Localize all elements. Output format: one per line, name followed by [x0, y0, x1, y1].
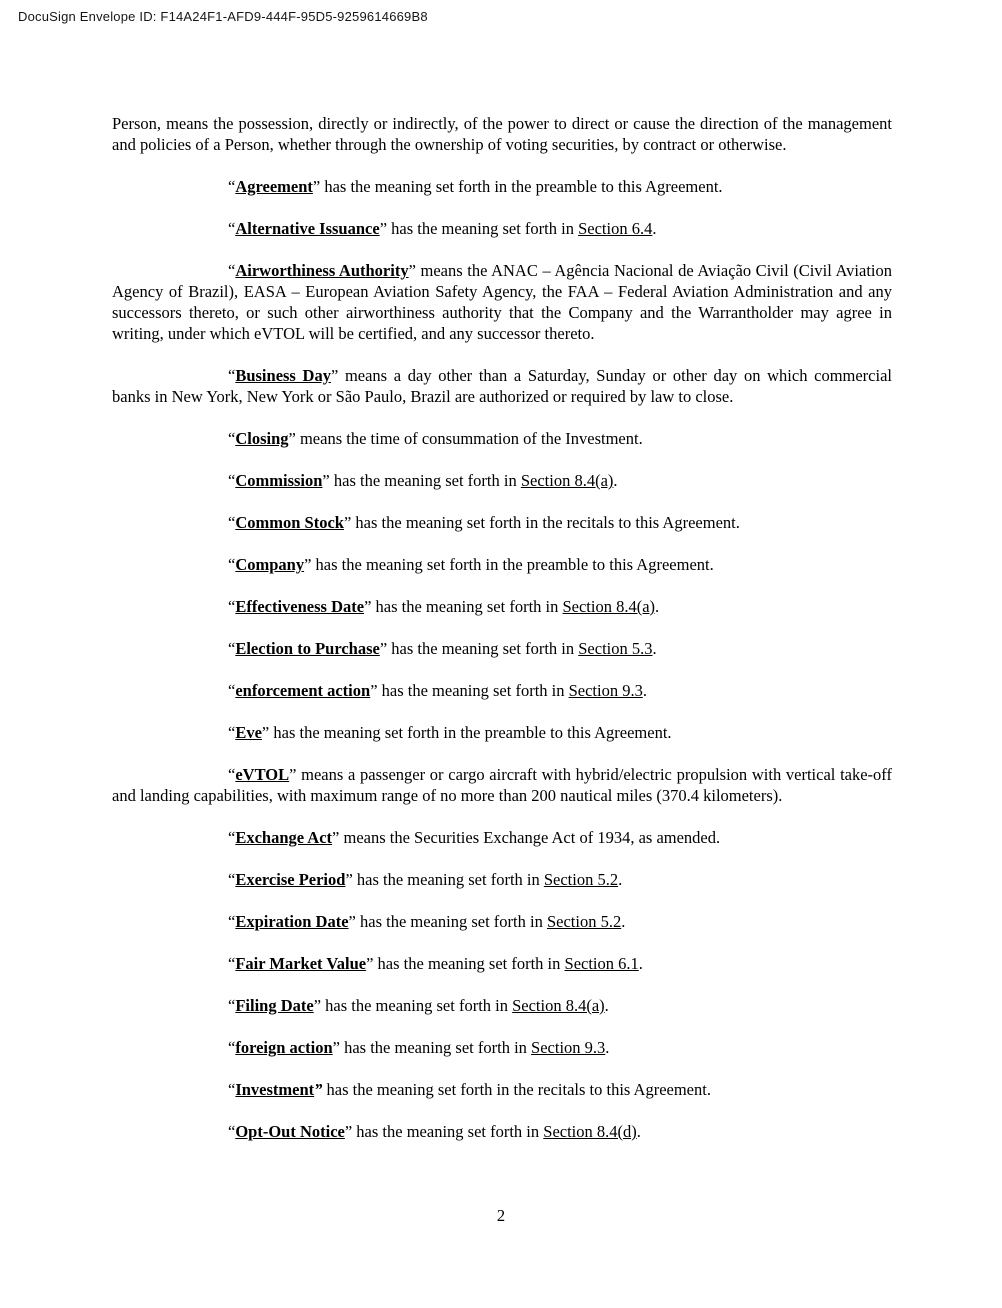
term-open-quote: “ — [228, 429, 236, 448]
definition-text: ” means a day other than a Saturday, Sunday or other day on which commercial banks in New York, New York or São Paulo, Brazil are authorized or required by law to close. — [112, 366, 892, 406]
definition-tail: . — [613, 471, 618, 490]
definition-tail: . — [636, 1122, 641, 1141]
definition-paragraph — [112, 365, 892, 407]
definition-paragraph — [112, 722, 892, 743]
defined-term: Agreement — [235, 177, 313, 196]
definition-text: ” has the meaning set forth in the recitals to this Agreement. — [343, 513, 740, 532]
section-reference: Section 8.4(a) — [562, 597, 656, 616]
section-reference: Section 8.4(d) — [543, 1122, 637, 1141]
definition-paragraph — [112, 176, 892, 197]
definition-paragraph — [112, 1121, 892, 1142]
term-open-quote: “ — [228, 261, 236, 280]
defined-term: foreign action — [235, 1038, 333, 1057]
defined-term: enforcement action — [235, 681, 371, 700]
defined-term: Common Stock — [235, 513, 344, 532]
definition-tail: . — [652, 219, 657, 238]
section-reference: Section 6.4 — [578, 219, 653, 238]
definition-paragraph — [112, 953, 892, 974]
term-open-quote: “ — [228, 996, 236, 1015]
definition-text: ” means a passenger or cargo aircraft with hybrid/electric propulsion with vertical take-off and landing capabilities, with maximum range of no more than 200 nautical miles (370.4 kilometers). — [112, 765, 892, 805]
term-open-quote: “ — [228, 1038, 236, 1057]
definition-paragraph — [112, 554, 892, 575]
term-open-quote: “ — [228, 555, 236, 574]
definition-paragraph — [112, 260, 892, 344]
definition-text: ” has the meaning set forth in — [344, 1122, 544, 1141]
definition-text: has the meaning set forth in the recitals to this Agreement. — [322, 1080, 711, 1099]
definition-text: ” has the meaning set forth in the preamble to this Agreement. — [261, 723, 672, 742]
definition-text: ” has the meaning set forth in the preamble to this Agreement. — [312, 177, 723, 196]
definition-text: ” means the Securities Exchange Act of 1934, as amended. — [332, 828, 721, 847]
definition-paragraph — [112, 638, 892, 659]
defined-term: Alternative Issuance — [235, 219, 380, 238]
definition-paragraph — [112, 1037, 892, 1058]
defined-term: Company — [235, 555, 305, 574]
definition-paragraph — [112, 1079, 892, 1100]
definition-text: ” has the meaning set forth in — [322, 471, 521, 490]
definition-tail: . — [652, 639, 657, 658]
definition-text: ” has the meaning set forth in — [364, 597, 563, 616]
defined-term: Election to Purchase — [235, 639, 380, 658]
defined-term: Investment — [235, 1080, 315, 1099]
section-reference: Section 8.4(a) — [520, 471, 614, 490]
defined-term: Closing — [235, 429, 289, 448]
defined-term: Airworthiness Authority — [235, 261, 409, 280]
definition-paragraph — [112, 869, 892, 890]
definition-text: ” means the time of consummation of the Investment. — [288, 429, 643, 448]
definition-text: ” has the meaning set forth in — [345, 870, 544, 889]
term-open-quote: “ — [228, 681, 236, 700]
term-open-quote: “ — [228, 597, 236, 616]
definition-paragraph — [112, 995, 892, 1016]
defined-term: Exchange Act — [235, 828, 333, 847]
definition-tail: . — [642, 681, 647, 700]
docusign-envelope-id: DocuSign Envelope ID: F14A24F1-AFD9-444F-95D5-9259614669B8 — [18, 9, 428, 24]
defined-term: Expiration Date — [235, 912, 349, 931]
defined-term: Exercise Period — [235, 870, 346, 889]
definition-text: ” has the meaning set forth in — [348, 912, 547, 931]
definition-tail: . — [618, 870, 623, 889]
term-open-quote: “ — [228, 219, 236, 238]
definition-paragraph — [112, 470, 892, 491]
section-reference: Section 5.2 — [546, 912, 622, 931]
term-open-quote: “ — [228, 471, 236, 490]
term-open-quote: “ — [228, 723, 236, 742]
definitions-list — [112, 176, 892, 1142]
definition-text: ” has the meaning set forth in — [370, 681, 569, 700]
defined-term: Opt-Out Notice — [235, 1122, 345, 1141]
term-open-quote: “ — [228, 177, 236, 196]
definition-tail: . — [655, 597, 660, 616]
section-reference: Section 9.3 — [568, 681, 643, 700]
section-reference: Section 5.3 — [578, 639, 653, 658]
section-reference: Section 9.3 — [531, 1038, 606, 1057]
defined-term: Commission — [235, 471, 323, 490]
term-open-quote: “ — [228, 765, 236, 784]
term-open-quote: “ — [228, 1080, 236, 1099]
term-open-quote: “ — [228, 366, 236, 385]
definition-text: ” has the meaning set forth in — [332, 1038, 532, 1057]
definition-tail: . — [604, 996, 609, 1015]
term-open-quote: “ — [228, 870, 236, 889]
definition-paragraph — [112, 911, 892, 932]
definition-text: ” means the ANAC – Agência Nacional de Aviação Civil (Civil Aviation Agency of Brazil), EASA – European Aviation Safety Agency, the FAA – Federal Aviation Administration and any successors thereto, or such other airworthiness authority that the Company and the Warrantholder may agree in writing, under which eVTOL will be certified, and any successor thereto. — [112, 261, 892, 343]
definition-paragraph — [112, 428, 892, 449]
definition-tail: . — [638, 954, 643, 973]
definition-text: ” has the meaning set forth in — [313, 996, 513, 1015]
definition-text: ” has the meaning set forth in — [379, 219, 579, 238]
section-reference: Section 6.1 — [564, 954, 639, 973]
defined-term: Fair Market Value — [235, 954, 367, 973]
defined-term: Eve — [235, 723, 262, 742]
definition-paragraph — [112, 218, 892, 239]
defined-term: Business Day — [235, 366, 331, 385]
term-open-quote: “ — [228, 1122, 236, 1141]
definition-paragraph — [112, 827, 892, 848]
document-body — [112, 113, 892, 1163]
definition-tail: . — [621, 912, 626, 931]
definition-paragraph — [112, 596, 892, 617]
definition-paragraph — [112, 680, 892, 701]
definition-paragraph — [112, 512, 892, 533]
definition-paragraph — [112, 764, 892, 806]
term-open-quote: “ — [228, 639, 236, 658]
defined-term: Effectiveness Date — [235, 597, 365, 616]
defined-term: Filing Date — [235, 996, 314, 1015]
term-open-quote: “ — [228, 912, 236, 931]
term-close-quote: ” — [314, 1080, 323, 1099]
definition-text: ” has the meaning set forth in — [366, 954, 565, 973]
definition-text: ” has the meaning set forth in the preamble to this Agreement. — [304, 555, 714, 574]
intro-paragraph: Person, means the possession, directly or indirectly, of the power to direct or cause the direction of the management and policies of a Person, whether through the ownership of voting securities, by contract or otherwise. — [112, 114, 892, 154]
term-open-quote: “ — [228, 513, 236, 532]
definition-tail: . — [605, 1038, 610, 1057]
section-reference: Section 5.2 — [543, 870, 619, 889]
term-open-quote: “ — [228, 954, 236, 973]
term-open-quote: “ — [228, 828, 236, 847]
definition-text: ” has the meaning set forth in — [379, 639, 579, 658]
defined-term: eVTOL — [235, 765, 290, 784]
section-reference: Section 8.4(a) — [512, 996, 605, 1015]
page-number: 2 — [496, 1206, 506, 1225]
